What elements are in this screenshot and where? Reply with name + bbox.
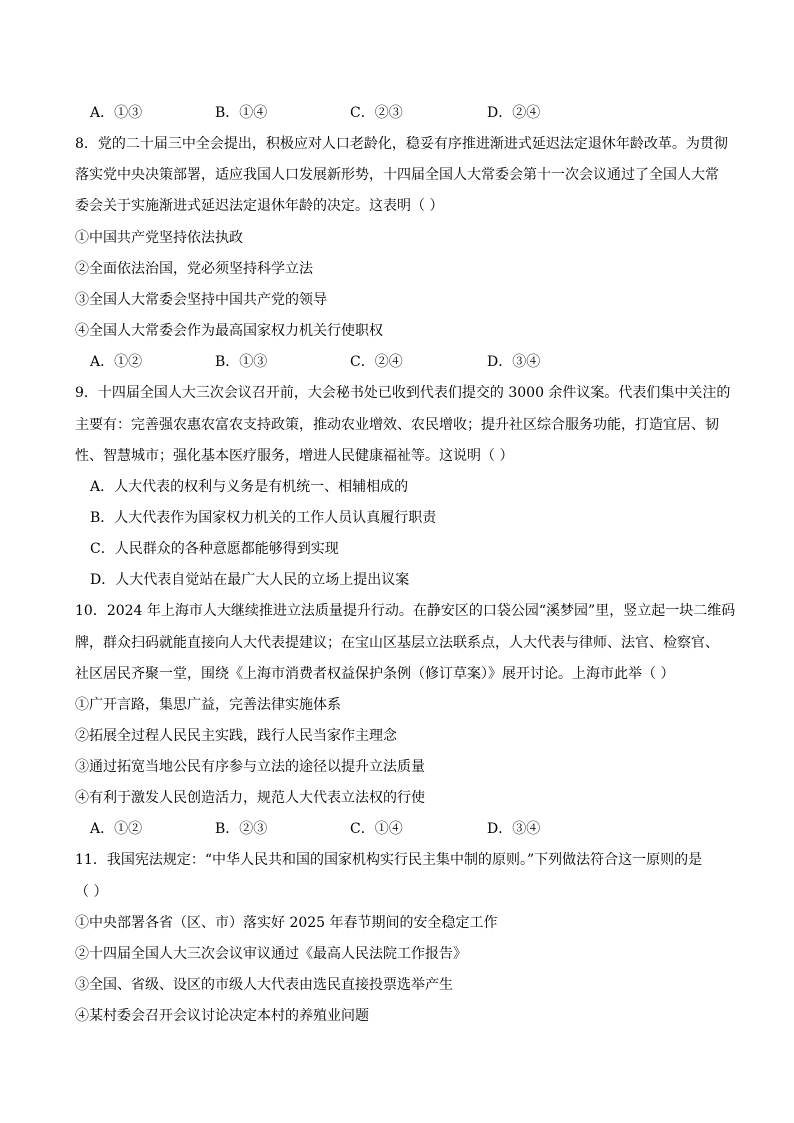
- q10-stem-line: 10．2024 年上海市人大继续推进立法质量提升行动。在静安区的口袋公园“溪梦园”里，竖立起一块二维码: [75, 603, 736, 619]
- q7-choices: [90, 104, 710, 122]
- q10-choices: [90, 820, 710, 838]
- q8-statement-3: ③全国人大常委会坚持中国共产党的领导: [75, 292, 327, 308]
- q9-stem-line: 性、智慧城市；强化基本医疗服务，增进人民健康福祉等。这说明（ ）: [75, 448, 514, 464]
- q11-statement-1: ①中央部署各省（区、市）落实好 2025 年春节期间的安全稳定工作: [75, 915, 498, 931]
- q7-choice-d[interactable]: D．②④: [487, 105, 541, 121]
- q8-stem-line: 8．党的二十届三中全会提出，积极应对人口老龄化，稳妥有序推进渐进式延迟法定退休年龄改革。为贯彻: [75, 136, 728, 152]
- q9-option-d[interactable]: D．人大代表自觉站在最广大人民的立场上提出议案: [90, 572, 410, 588]
- q8-choices: [90, 353, 710, 371]
- q10-choice-a[interactable]: A．①②: [90, 821, 143, 837]
- q9-stem-line: 主要有：完善强农惠农富农支持政策，推动农业增效、农民增收；提升社区综合服务功能，打造宜居、韧: [75, 417, 719, 433]
- q9-option-b[interactable]: B．人大代表作为国家权力机关的工作人员认真履行职责: [90, 510, 437, 526]
- q10-stem-line: 牌，群众扫码就能直接向人大代表提建议；在宝山区基层立法联系点，人大代表与律师、法官、检察官、: [75, 635, 719, 651]
- q10-choice-b[interactable]: B．②③: [215, 821, 268, 837]
- q8-statement-4: ④全国人大常委会作为最高国家权力机关行使职权: [75, 323, 383, 339]
- q7-choice-c[interactable]: C．②③: [350, 105, 403, 121]
- q8-choice-b[interactable]: B．①③: [215, 354, 268, 370]
- q8-statement-1: ①中国共产党坚持依法执政: [75, 230, 243, 246]
- q7-choice-b[interactable]: B．①④: [215, 105, 268, 121]
- q9-option-c[interactable]: C．人民群众的各种意愿都能够得到实现: [90, 541, 339, 557]
- q8-statement-2: ②全面依法治国，党必须坚持科学立法: [75, 261, 313, 277]
- q11-statement-4: ④某村委会召开会议讨论决定本村的养殖业问题: [75, 1008, 369, 1024]
- q8-choice-d[interactable]: D．③④: [487, 354, 541, 370]
- q10-statement-4: ④有利于激发人民创造活力，规范人大代表立法权的行使: [75, 790, 425, 806]
- q11-stem-line: （ ）: [75, 884, 108, 900]
- q8-stem-line: 委会关于实施渐进式延迟法定退休年龄的决定。这表明（ ）: [75, 198, 444, 214]
- q10-statement-2: ②拓展全过程人民民主实践，践行人民当家作主理念: [75, 728, 397, 744]
- q8-stem-line: 落实党中央决策部署，适应我国人口发展新形势，十四届全国人大常委会第十一次会议通过了全国人大常: [75, 167, 719, 183]
- q7-choice-a[interactable]: A．①③: [90, 105, 143, 121]
- q11-stem-line: 11．我国宪法规定：“中华人民共和国的国家机构实行民主集中制的原则。”下列做法符合这一原则的是: [75, 852, 703, 868]
- q11-statement-2: ②十四届全国人大三次会议审议通过《最高人民法院工作报告》: [75, 946, 467, 962]
- q9-stem-line: 9．十四届全国人大三次会议召开前，大会秘书处已收到代表们提交的 3000 余件议案。代表们集中关注的: [75, 385, 731, 401]
- q10-statement-3: ③通过拓宽当地公民有序参与立法的途径以提升立法质量: [75, 759, 425, 775]
- q10-stem-line: 社区居民齐聚一堂，围绕《上海市消费者权益保护条例（修订草案）》展开讨论。上海市此举（ ）: [75, 666, 675, 682]
- q10-choice-c[interactable]: C．①④: [350, 821, 403, 837]
- q11-statement-3: ③全国、省级、设区的市级人大代表由选民直接投票选举产生: [75, 977, 453, 993]
- q10-statement-1: ①广开言路，集思广益，完善法律实施体系: [75, 697, 341, 713]
- q9-option-a[interactable]: A．人大代表的权利与义务是有机统一、相辅相成的: [90, 479, 409, 495]
- q10-choice-d[interactable]: D．③④: [487, 821, 541, 837]
- q8-choice-a[interactable]: A．①②: [90, 354, 143, 370]
- q8-choice-c[interactable]: C．②④: [350, 354, 403, 370]
